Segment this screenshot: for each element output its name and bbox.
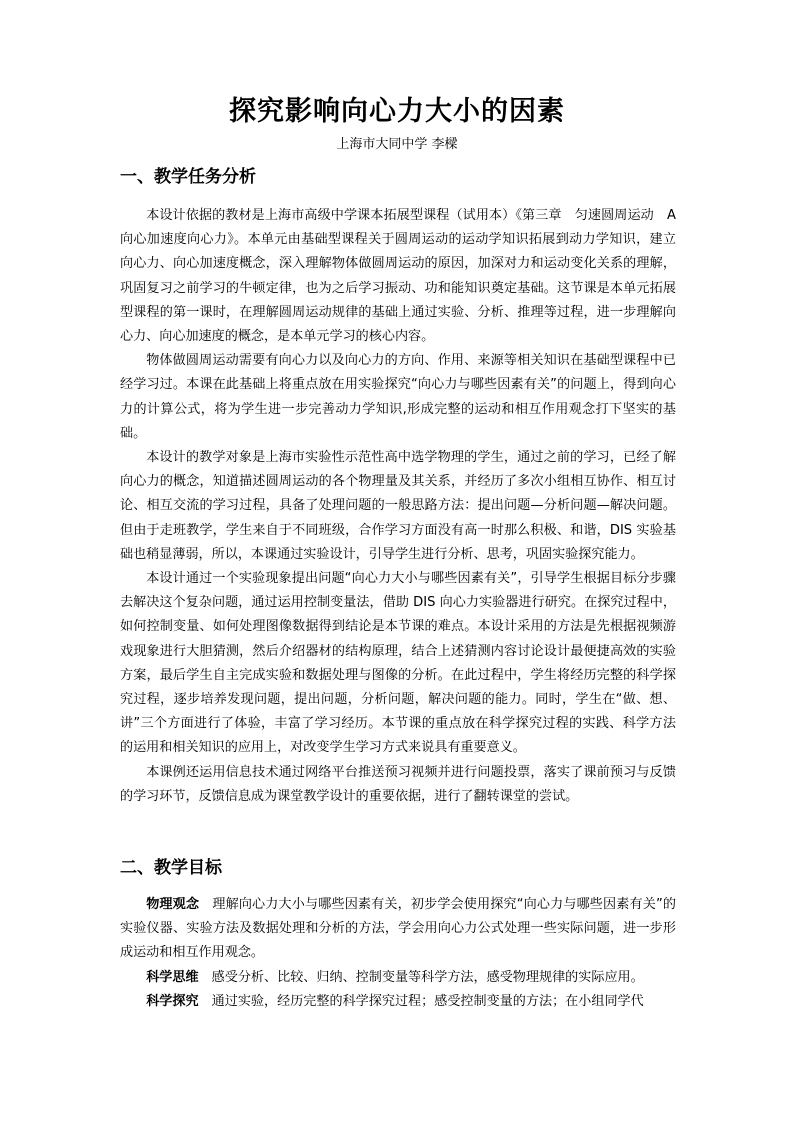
author-line: 上海市大同中学 李樑 — [336, 137, 458, 152]
paragraph: 本设计依据的教材是上海市高级中学课本拓展型课程（试用本）《第三章 匀速圆周运动 A 向心加速度向心力》。本单元由基础型课程关于圆周运动的运动学知识拓展到动力学知识，建立向心力、向心加速度概念，深入理解物体做圆周运动的原因，加深对力和运动变化关系的理解，巩固复习之前学习的牛顿定律，也为之后学习振动、功和能知识奠定基础。这节课是本单元拓展型课程的第一课时，在理解圆周运动规律的基础上通过实验、分析、推理等过程，进一步理解向心力、向心加速度的概念，是本单元学习的核心内容。 — [120, 208, 676, 345]
objective-label: 科学探究 — [146, 993, 199, 1009]
paragraph: 物体做圆周运动需要有向心力以及向心力的方向、作用、来源等相关知识在基础型课程中已经学习过。本课在此基础上将重点放在用实验探究“向心力与哪些因素有关”的问题上，得到向心力的计算公式，将为学生进一步完善动力学知识,形成完整的运动和相互作用观念打下坚实的基础。 — [120, 353, 676, 441]
paragraph: 本课例还运用信息技术通过网络平台推送预习视频并进行问题投票，落实了课前预习与反馈的学习环节，反馈信息成为课堂教学设计的重要依据，进行了翻转课堂的尝试。 — [120, 764, 676, 804]
objective-item — [120, 966, 676, 990]
objective-text: 感受分析、比较、归纳、控制变量等科学方法，感受物理规律的实际应用。 — [211, 969, 644, 985]
section-1-body — [120, 204, 676, 809]
objective-label: 物理观念 — [146, 897, 200, 912]
paragraph: 本设计的教学对象是上海市实验性示范性高中选学物理的学生，通过之前的学习，已经了解向心力的概念，知道描述圆周运动的各个物理量及其关系，并经历了多次小组相互协作、相互讨论、相互交流的学习过程，具备了处理问题的一般思路方法：提出问题—分析问题—解决问题。但由于走班教学，学生来自于不同班级，合作学习方面没有高一时那么积极、和谐，DIS 实验基础也稍显薄弱，所以，本课通过实验设计，引导学生进行分析、思考，巩固实验探究能力。 — [120, 450, 676, 562]
page-title: 探究影响向心力大小的因素 — [229, 96, 565, 127]
section-heading-2: 二、教学目标 — [120, 858, 222, 878]
section-heading-1: 一、教学任务分析 — [120, 167, 256, 187]
objective-text: 通过实验，经历完整的科学探究过程；感受控制变量的方法；在小组同学代 — [211, 993, 644, 1009]
objective-label: 科学思维 — [146, 969, 199, 985]
objective-item — [120, 893, 676, 966]
paragraph: 本设计通过一个实验现象提出问题“向心力大小与哪些因素有关”，引导学生根据目标分步骤去解决这个复杂问题，通过运用控制变量法，借助 DIS 向心力实验器进行研究。在探究过程中，如何控制变量、如何处理图像数据得到结论是本节课的难点。本设计采用的方法是先根据视频游戏现象进行大胆猜测，然后介绍器材的结构原理，结合上述猜测内容讨论设计最便捷高效的实验方案，最后学生自主完成实验和数据处理与图像的分析。在此过程中，学生将经历完整的科学探究过程，逐步培养发现问题，提出问题，分析问题，解决问题的能力。同时，学生在“做、想、讲”三个方面进行了体验，丰富了学习经历。本节课的重点放在科学探究过程的实践、科学方法的运用和相关知识的应用上，对改变学生学习方式来说具有重要意义。 — [120, 571, 676, 756]
section-2-body — [120, 893, 676, 1014]
objective-text: 理解向心力大小与哪些因素有关，初步学会使用探究“向心力与哪些因素有关”的实验仪器、实验方法及数据处理和分析的方法，学会用向心力公式处理一些实际问题，进一步形成运动和相互作用观念。 — [120, 897, 676, 961]
objective-item — [120, 990, 676, 1014]
